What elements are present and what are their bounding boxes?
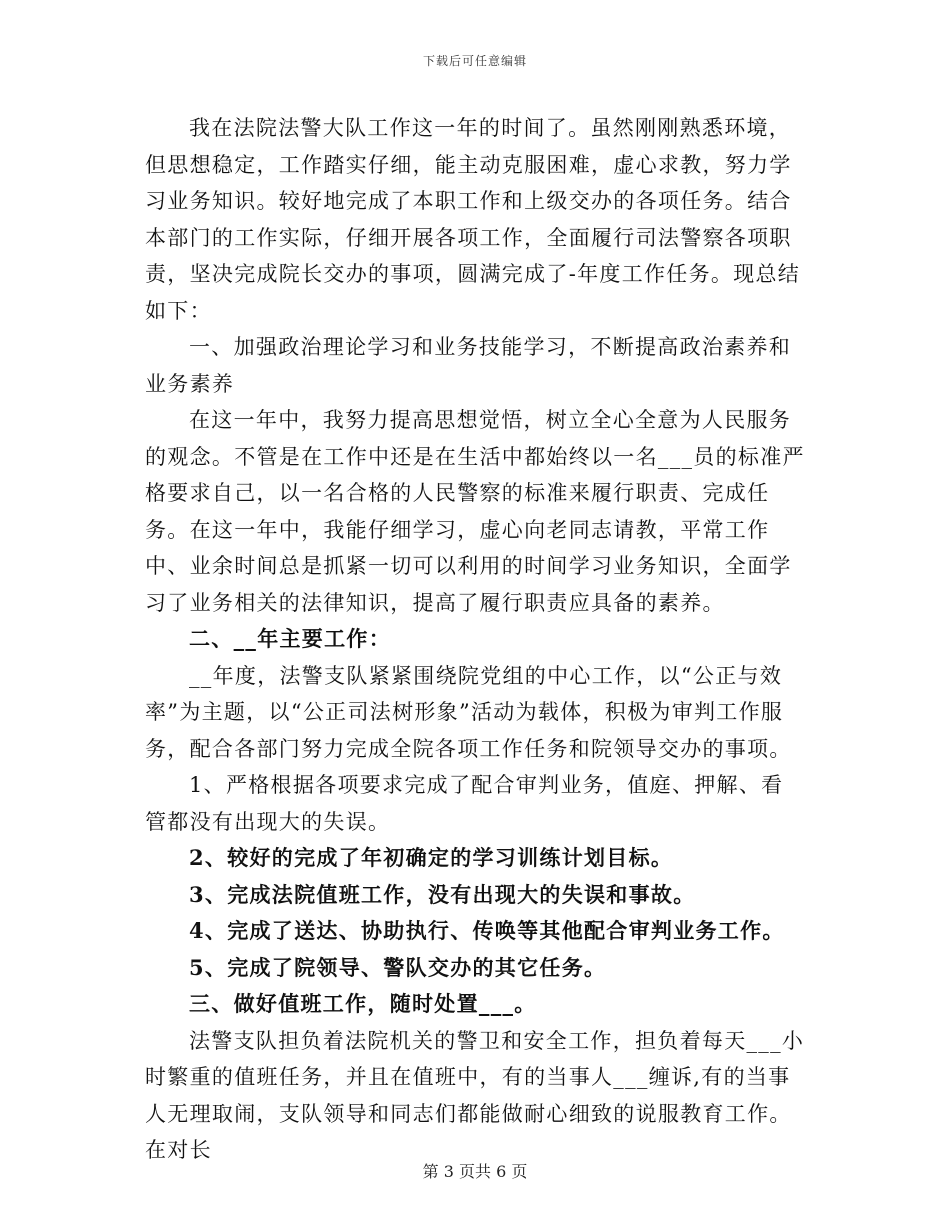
- list-item-3: 3、完成法院值班工作，没有出现大的失误和事故。: [189, 881, 696, 907]
- list-item-5: 5、完成了院领导、警队交办的其它任务。: [189, 954, 607, 980]
- page-footer: 第 3 页共 6 页: [422, 1162, 528, 1181]
- section-heading-3: 三、做好值班工作，随时处置___。: [189, 991, 537, 1016]
- paragraph-section-1: 在这一年中，我努力提高思想觉悟，树立全心全意为人民服务的观念。不管是在工作中还是在生活中都始终以一名___员的标准严格要求自己，以一名合格的人民警察的标准来履行职责、完成任务。在这一年中，我能仔细学习，虚心向老同志请教，平常工作中、业余时间总是抓紧一切可以利用的时间学习业务知识，全面学习了业务相关的法律知识，提高了履行职责应具备的素养。: [145, 408, 805, 615]
- document-body: [145, 110, 805, 1169]
- list-item-1: 1、严格根据各项要求完成了配合审判业务，值庭、押解、看管都没有出现大的失误。: [145, 773, 784, 834]
- paragraph-intro: 我在法院法警大队工作这一年的时间了。虽然刚刚熟悉环境，但思想稳定，工作踏实仔细，能主动克服困难，虚心求教，努力学习业务知识。较好地完成了本职工作和上级交办的各项任务。结合本部门的工作实际，仔细开展各项工作，全面履行司法警察各项职责，坚决完成院长交办的事项，圆满完成了-年度工作任务。现总结如下：: [145, 116, 801, 323]
- page-header: 下载后可任意编辑: [422, 54, 527, 68]
- section-heading-1: 一、加强政治理论学习和业务技能学习，不断提高政治素养和业务素养: [145, 335, 792, 396]
- list-item-4: 4、完成了送达、协助执行、传唤等其他配合审判业务工作。: [189, 918, 785, 943]
- paragraph-section-3: 法警支队担负着法院机关的警卫和安全工作，担负着每天___小时繁重的值班任务，并且在值班中，有的当事人___缠诉,有的当事人无理取闹，支队领导和同志们都能做耐心细致的说服教育工作。在对长: [145, 1028, 805, 1162]
- paragraph-section-2: __年度，法警支队紧紧围绕院党组的中心工作，以“公正与效率”为主题，以“公正司法树形象”活动为载体，积极为审判工作服务，配合各部门努力完成全院各项工作任务和院领导交办的事项。: [145, 663, 792, 761]
- list-item-2: 2、较好的完成了年初确定的学习训练计划目标。: [189, 845, 674, 870]
- section-heading-2: 二、__年主要工作：: [189, 626, 391, 651]
